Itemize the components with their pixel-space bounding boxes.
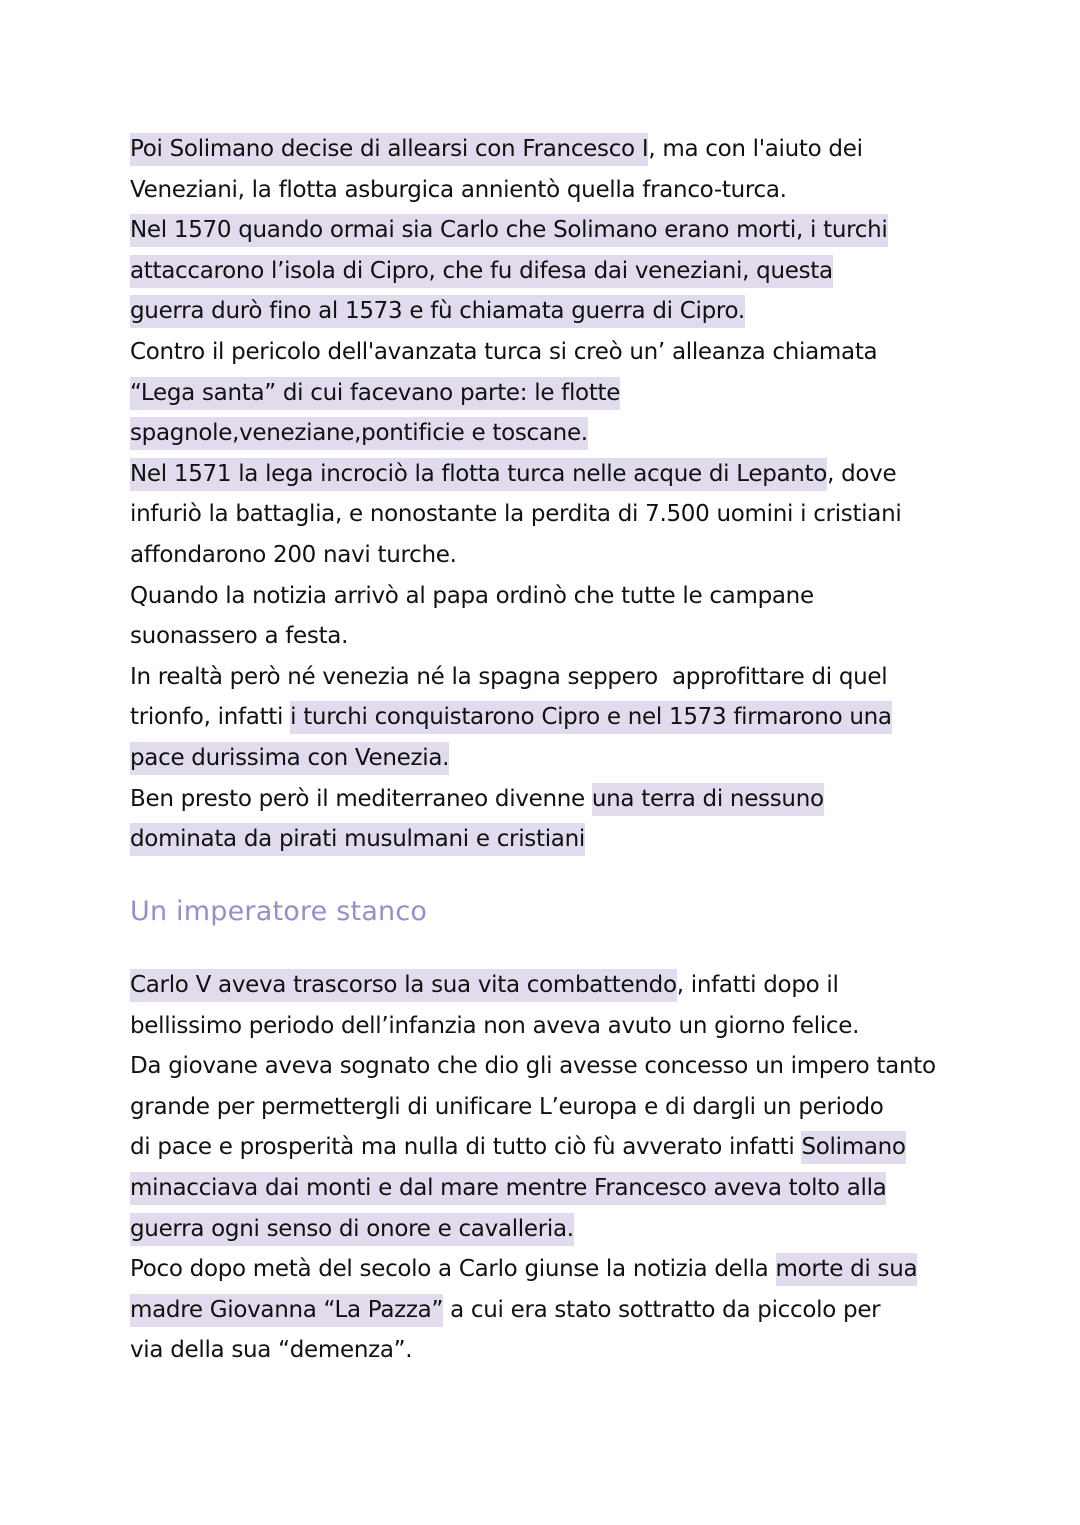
highlighted-text: Nel 1571 la lega incrociò la flotta turca nelle acque di Lepanto xyxy=(130,458,827,491)
highlighted-text: minacciava dai monti e dal mare mentre Francesco aveva tolto alla xyxy=(130,1172,886,1205)
text-segment: a cui era stato sottratto da piccolo per xyxy=(443,1296,881,1323)
highlighted-text: Carlo V aveva trascorso la sua vita combattendo xyxy=(130,969,677,1002)
text-line xyxy=(130,251,833,292)
section-heading: Un imperatore stanco xyxy=(130,896,428,927)
text-line xyxy=(130,965,839,1006)
text-line xyxy=(130,1168,886,1209)
text-segment: Da giovane aveva sognato che dio gli avesse concesso un impero tanto xyxy=(130,1053,936,1080)
text-line xyxy=(130,129,863,170)
highlighted-text: spagnole,veneziane,pontificie e toscane. xyxy=(130,417,588,450)
highlighted-text: madre Giovanna “La Pazza” xyxy=(130,1294,443,1327)
text-line xyxy=(130,1046,936,1087)
text-line xyxy=(130,291,745,332)
text-segment: affondarono 200 navi turche. xyxy=(130,542,457,568)
text-segment: Ben presto però il mediterraneo divenne xyxy=(130,785,592,812)
text-segment: In realtà però né venezia né la spagna seppero approfittare di quel xyxy=(130,663,888,690)
highlighted-text: “Lega santa” di cui facevano parte: le flotte xyxy=(130,377,620,410)
text-line xyxy=(130,657,887,698)
text-line xyxy=(130,616,348,657)
highlighted-text: dominata da pirati musulmani e cristiani xyxy=(130,823,585,856)
text-line xyxy=(130,738,449,779)
text-line xyxy=(130,1087,884,1128)
highlighted-text: Poi Solimano decise di allearsi con Francesco I xyxy=(130,133,648,166)
text-segment: Poco dopo metà del secolo a Carlo giunse la notizia della xyxy=(130,1256,776,1283)
text-line xyxy=(130,210,888,251)
text-segment: Contro il pericolo dell'avanzata turca si creò un’ alleanza chiamata xyxy=(130,339,878,365)
text-line xyxy=(130,1249,917,1290)
text-line xyxy=(130,373,620,414)
text-line xyxy=(130,1330,412,1371)
text-segment: , dove xyxy=(827,460,897,487)
text-segment: trionfo, infatti xyxy=(130,704,291,731)
text-line xyxy=(130,1127,906,1168)
text-line xyxy=(130,1209,574,1250)
text-line xyxy=(130,1006,859,1047)
highlighted-text: guerra ogni senso di onore e cavalleria. xyxy=(130,1213,574,1246)
text-segment: grande per permettergli di unificare L’europa e di dargli un periodo xyxy=(130,1093,884,1120)
highlighted-text: guerra durò fino al 1573 e fù chiamata guerra di Cipro. xyxy=(130,295,745,328)
highlighted-text: Solimano xyxy=(801,1131,905,1164)
highlighted-text: morte di sua xyxy=(776,1253,918,1286)
text-line xyxy=(130,413,588,454)
text-line xyxy=(130,332,877,373)
text-segment: via della sua “demenza”. xyxy=(130,1337,413,1364)
highlighted-text: pace durissima con Venezia. xyxy=(130,742,449,775)
highlighted-text: i turchi conquistarono Cipro e nel 1573 firmarono una xyxy=(290,701,892,734)
text-line xyxy=(130,494,901,535)
text-segment: bellissimo periodo dell’infanzia non aveva avuto un giorno felice. xyxy=(130,1012,860,1039)
highlighted-text: attaccarono l’isola di Cipro, che fu difesa dai veneziani, questa xyxy=(130,255,833,288)
text-segment: Quando la notizia arrivò al papa ordinò che tutte le campane xyxy=(130,582,814,609)
highlighted-text: Nel 1570 quando ormai sia Carlo che Solimano erano morti, i turchi xyxy=(130,214,888,247)
text-line xyxy=(130,170,787,211)
text-segment: , ma con l'aiuto dei xyxy=(648,136,863,162)
text-segment: Veneziani, la flotta asburgica annientò quella franco-turca. xyxy=(130,176,787,203)
text-segment: , infatti dopo il xyxy=(676,972,839,998)
text-segment: di pace e prosperità ma nulla di tutto ciò fù avverato infatti xyxy=(130,1134,802,1161)
text-line xyxy=(130,454,896,495)
text-line xyxy=(130,576,814,617)
text-line xyxy=(130,697,892,738)
highlighted-text: una terra di nessuno xyxy=(592,783,824,816)
text-line xyxy=(130,819,585,860)
text-line xyxy=(130,1290,880,1331)
text-segment: infuriò la battaglia, e nonostante la perdita di 7.500 uomini i cristiani xyxy=(130,501,902,528)
text-segment: suonassero a festa. xyxy=(130,623,349,650)
text-line xyxy=(130,535,457,576)
text-line xyxy=(130,779,824,820)
